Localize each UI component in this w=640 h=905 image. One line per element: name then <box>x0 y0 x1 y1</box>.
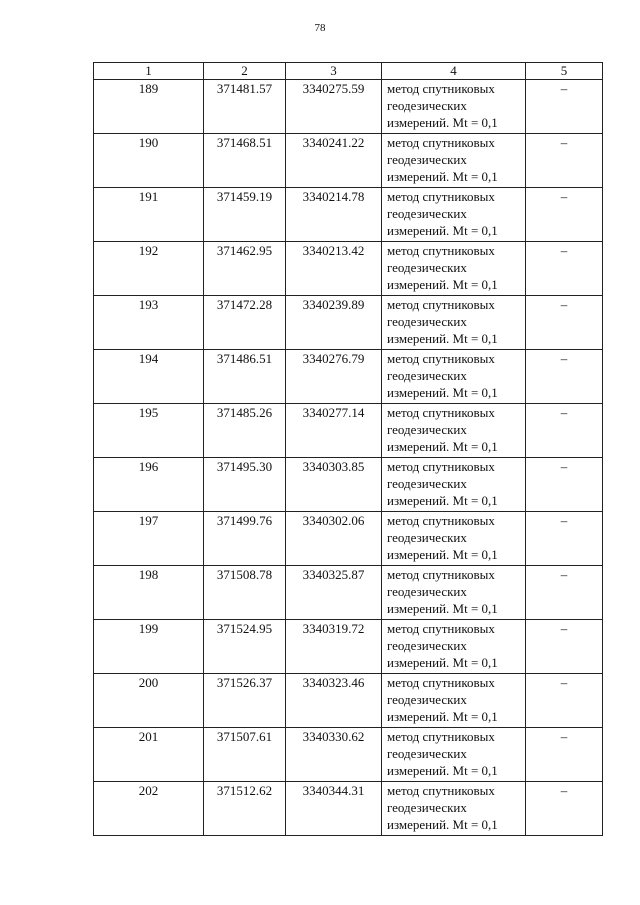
point-number-cell: 198 <box>94 566 204 620</box>
method-cell <box>382 566 526 620</box>
table-row <box>94 134 603 188</box>
method-text-line: метод спутниковых <box>387 81 495 96</box>
method-text-line: геодезических <box>387 530 467 545</box>
method-text-line: измерений. Mt = 0,1 <box>387 817 498 832</box>
method-text-line: метод спутниковых <box>387 189 495 204</box>
method-cell <box>382 80 526 134</box>
y-coordinate-cell: 3340344.31 <box>286 782 382 836</box>
method-text-line: геодезических <box>387 638 467 653</box>
x-coordinate-cell: 371508.78 <box>204 566 286 620</box>
method-cell <box>382 242 526 296</box>
note-cell: – <box>526 782 603 836</box>
column-header-1: 1 <box>94 63 204 80</box>
method-text-line: геодезических <box>387 422 467 437</box>
table-row <box>94 674 603 728</box>
table-row <box>94 458 603 512</box>
note-cell: – <box>526 350 603 404</box>
table-row <box>94 566 603 620</box>
method-cell <box>382 620 526 674</box>
note-cell: – <box>526 674 603 728</box>
method-text-line: геодезических <box>387 476 467 491</box>
method-text-line: геодезических <box>387 206 467 221</box>
method-text-line: метод спутниковых <box>387 243 495 258</box>
method-text-line: метод спутниковых <box>387 621 495 636</box>
y-coordinate-cell: 3340239.89 <box>286 296 382 350</box>
y-coordinate-cell: 3340323.46 <box>286 674 382 728</box>
note-cell: – <box>526 242 603 296</box>
table-row <box>94 80 603 134</box>
point-number-cell: 199 <box>94 620 204 674</box>
note-cell: – <box>526 458 603 512</box>
point-number-cell: 201 <box>94 728 204 782</box>
method-text-line: геодезических <box>387 746 467 761</box>
method-text-line: измерений. Mt = 0,1 <box>387 385 498 400</box>
method-text-line: геодезических <box>387 314 467 329</box>
note-cell: – <box>526 80 603 134</box>
table-row <box>94 404 603 458</box>
method-text-line: измерений. Mt = 0,1 <box>387 763 498 778</box>
x-coordinate-cell: 371462.95 <box>204 242 286 296</box>
method-text-line: метод спутниковых <box>387 783 495 798</box>
table-row <box>94 620 603 674</box>
method-text-line: метод спутниковых <box>387 675 495 690</box>
point-number-cell: 202 <box>94 782 204 836</box>
x-coordinate-cell: 371481.57 <box>204 80 286 134</box>
note-cell: – <box>526 566 603 620</box>
coordinates-table <box>93 62 603 836</box>
point-number-cell: 189 <box>94 80 204 134</box>
y-coordinate-cell: 3340303.85 <box>286 458 382 512</box>
method-text-line: метод спутниковых <box>387 459 495 474</box>
y-coordinate-cell: 3340330.62 <box>286 728 382 782</box>
method-text-line: измерений. Mt = 0,1 <box>387 277 498 292</box>
method-cell <box>382 296 526 350</box>
point-number-cell: 191 <box>94 188 204 242</box>
method-text-line: метод спутниковых <box>387 297 495 312</box>
method-text-line: метод спутниковых <box>387 729 495 744</box>
method-text-line: измерений. Mt = 0,1 <box>387 169 498 184</box>
point-number-cell: 192 <box>94 242 204 296</box>
x-coordinate-cell: 371495.30 <box>204 458 286 512</box>
table-row <box>94 512 603 566</box>
method-cell <box>382 512 526 566</box>
method-text-line: геодезических <box>387 98 467 113</box>
x-coordinate-cell: 371499.76 <box>204 512 286 566</box>
x-coordinate-cell: 371472.28 <box>204 296 286 350</box>
point-number-cell: 193 <box>94 296 204 350</box>
point-number-cell: 200 <box>94 674 204 728</box>
method-text-line: измерений. Mt = 0,1 <box>387 493 498 508</box>
y-coordinate-cell: 3340325.87 <box>286 566 382 620</box>
note-cell: – <box>526 296 603 350</box>
method-text-line: измерений. Mt = 0,1 <box>387 655 498 670</box>
point-number-cell: 196 <box>94 458 204 512</box>
note-cell: – <box>526 620 603 674</box>
note-cell: – <box>526 512 603 566</box>
note-cell: – <box>526 728 603 782</box>
method-text-line: геодезических <box>387 368 467 383</box>
table-body <box>94 80 603 836</box>
note-cell: – <box>526 404 603 458</box>
method-cell <box>382 458 526 512</box>
method-text-line: геодезических <box>387 692 467 707</box>
column-header-5: 5 <box>526 63 603 80</box>
table-header-row <box>94 63 603 80</box>
x-coordinate-cell: 371524.95 <box>204 620 286 674</box>
x-coordinate-cell: 371485.26 <box>204 404 286 458</box>
y-coordinate-cell: 3340302.06 <box>286 512 382 566</box>
table-row <box>94 296 603 350</box>
point-number-cell: 197 <box>94 512 204 566</box>
method-cell <box>382 782 526 836</box>
method-cell <box>382 134 526 188</box>
method-text-line: геодезических <box>387 260 467 275</box>
table-row <box>94 242 603 296</box>
x-coordinate-cell: 371507.61 <box>204 728 286 782</box>
page-number: 78 <box>314 22 326 34</box>
method-cell <box>382 674 526 728</box>
method-cell <box>382 728 526 782</box>
method-cell <box>382 350 526 404</box>
table-row <box>94 728 603 782</box>
x-coordinate-cell: 371459.19 <box>204 188 286 242</box>
method-text-line: метод спутниковых <box>387 351 495 366</box>
method-text-line: метод спутниковых <box>387 567 495 582</box>
table-row <box>94 782 603 836</box>
method-text-line: измерений. Mt = 0,1 <box>387 439 498 454</box>
method-text-line: измерений. Mt = 0,1 <box>387 331 498 346</box>
method-text-line: измерений. Mt = 0,1 <box>387 547 498 562</box>
x-coordinate-cell: 371486.51 <box>204 350 286 404</box>
y-coordinate-cell: 3340275.59 <box>286 80 382 134</box>
x-coordinate-cell: 371468.51 <box>204 134 286 188</box>
method-text-line: метод спутниковых <box>387 135 495 150</box>
method-text-line: измерений. Mt = 0,1 <box>387 223 498 238</box>
method-text-line: метод спутниковых <box>387 405 495 420</box>
method-text-line: измерений. Mt = 0,1 <box>387 709 498 724</box>
x-coordinate-cell: 371526.37 <box>204 674 286 728</box>
method-cell <box>382 188 526 242</box>
method-text-line: метод спутниковых <box>387 513 495 528</box>
y-coordinate-cell: 3340319.72 <box>286 620 382 674</box>
y-coordinate-cell: 3340241.22 <box>286 134 382 188</box>
note-cell: – <box>526 134 603 188</box>
y-coordinate-cell: 3340214.78 <box>286 188 382 242</box>
method-text-line: измерений. Mt = 0,1 <box>387 601 498 616</box>
table-row <box>94 350 603 404</box>
x-coordinate-cell: 371512.62 <box>204 782 286 836</box>
y-coordinate-cell: 3340276.79 <box>286 350 382 404</box>
table-row <box>94 188 603 242</box>
method-text-line: геодезических <box>387 800 467 815</box>
method-text-line: измерений. Mt = 0,1 <box>387 115 498 130</box>
column-header-4: 4 <box>382 63 526 80</box>
column-header-3: 3 <box>286 63 382 80</box>
point-number-cell: 190 <box>94 134 204 188</box>
method-text-line: геодезических <box>387 584 467 599</box>
point-number-cell: 195 <box>94 404 204 458</box>
note-cell: – <box>526 188 603 242</box>
column-header-2: 2 <box>204 63 286 80</box>
point-number-cell: 194 <box>94 350 204 404</box>
method-cell <box>382 404 526 458</box>
y-coordinate-cell: 3340277.14 <box>286 404 382 458</box>
y-coordinate-cell: 3340213.42 <box>286 242 382 296</box>
method-text-line: геодезических <box>387 152 467 167</box>
